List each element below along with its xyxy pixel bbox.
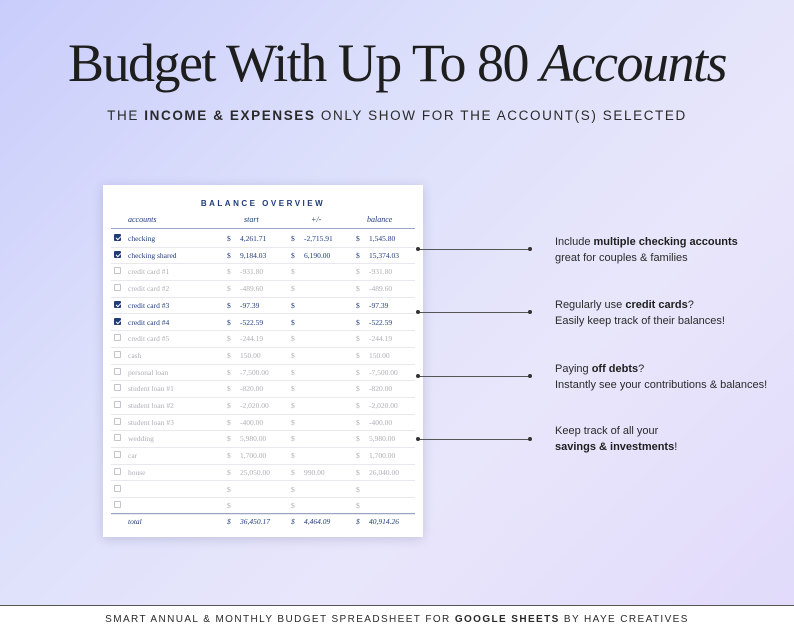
connector-dot-2b	[528, 310, 532, 314]
start-currency: $	[227, 334, 231, 344]
balance-currency: $	[356, 367, 360, 377]
account-row	[111, 247, 415, 265]
account-row	[111, 481, 415, 499]
account-checkbox[interactable]	[114, 267, 121, 274]
balance-currency: $	[356, 334, 360, 344]
start-value: -2,020.00	[240, 401, 269, 410]
callout-1-sub: great for couples & families	[555, 252, 688, 264]
callout-savings	[555, 423, 677, 455]
balance-value: -244.19	[369, 334, 393, 344]
balance-currency: $	[356, 384, 360, 394]
connector-dot-2	[416, 310, 420, 314]
start-value: 150.00	[240, 350, 261, 360]
balance-overview-sheet	[103, 185, 423, 537]
subhead-bold: INCOME & EXPENSES	[144, 108, 316, 123]
start-currency: $	[227, 467, 231, 477]
account-checkbox[interactable]	[114, 351, 121, 358]
start-currency: $	[227, 401, 231, 410]
total-balance: 40,914.26	[369, 517, 399, 526]
delta-value: 6,190.00	[304, 250, 331, 260]
header-start: start	[244, 215, 259, 224]
delta-currency: $	[291, 401, 295, 410]
total-delta-currency: $	[291, 517, 295, 526]
delta-currency: $	[291, 434, 295, 444]
account-checkbox[interactable]	[114, 234, 121, 241]
account-name: credit card #4	[128, 317, 170, 327]
footer-bold: GOOGLE SHEETS	[454, 614, 560, 625]
delta-currency: $	[291, 451, 295, 461]
account-row	[111, 314, 415, 332]
start-value: -244.19	[240, 334, 264, 344]
callout-3-text: Paying	[555, 363, 592, 375]
total-divider	[111, 513, 415, 514]
start-currency: $	[227, 451, 231, 461]
balance-value: -2,020.00	[369, 401, 398, 410]
total-balance-currency: $	[356, 517, 360, 526]
callout-3-bold: off debts	[591, 363, 639, 375]
balance-value: 1,700.00	[369, 451, 396, 461]
footer-banner	[0, 605, 794, 635]
account-row	[111, 364, 415, 382]
headline-emphasis: Accounts	[540, 33, 726, 93]
account-checkbox[interactable]	[114, 251, 121, 258]
account-row	[111, 397, 415, 415]
start-currency: $	[227, 384, 231, 394]
total-start-currency: $	[227, 517, 231, 526]
delta-currency: $	[291, 284, 295, 294]
account-row	[111, 330, 415, 348]
delta-currency: $	[291, 467, 295, 477]
account-checkbox[interactable]	[114, 384, 121, 391]
connector-dot-1	[416, 247, 420, 251]
subhead-pre: THE	[107, 108, 145, 123]
start-currency: $	[227, 367, 231, 377]
connector-dot-4b	[528, 437, 532, 441]
start-value: 1,700.00	[240, 451, 267, 461]
delta-currency: $	[291, 350, 295, 360]
account-name: student loan #1	[128, 384, 174, 394]
balance-currency: $	[356, 501, 360, 511]
balance-value: -400.00	[369, 417, 393, 427]
callout-2-bold: credit cards	[625, 299, 688, 311]
callout-2-sub: Easily keep track of their balances!	[555, 315, 725, 327]
delta-currency: $	[291, 267, 295, 277]
footer-pre: SMART ANNUAL & MONTHLY BUDGET SPREADSHEET FOR	[105, 614, 455, 625]
start-currency: $	[227, 300, 231, 310]
account-name: credit card #3	[128, 300, 170, 310]
start-currency: $	[227, 350, 231, 360]
account-name: house	[128, 467, 146, 477]
start-value: -820.00	[240, 384, 264, 394]
start-value: 5,980.00	[240, 434, 267, 444]
balance-value: -97.39	[369, 300, 389, 310]
account-name: credit card #2	[128, 284, 170, 294]
start-currency: $	[227, 417, 231, 427]
account-name: student loan #3	[128, 417, 174, 427]
delta-currency: $	[291, 250, 295, 260]
header-delta: +/-	[311, 215, 322, 224]
delta-currency: $	[291, 300, 295, 310]
balance-currency: $	[356, 250, 360, 260]
connector-line-2	[418, 312, 530, 313]
start-currency: $	[227, 250, 231, 260]
balance-value: 15,374.03	[369, 250, 399, 260]
callout-credit-cards	[555, 297, 725, 329]
callout-4-post: !	[674, 441, 678, 453]
balance-value: 26,040.00	[369, 467, 399, 477]
start-currency: $	[227, 284, 231, 294]
start-currency: $	[227, 484, 231, 494]
balance-value: -489.60	[369, 284, 393, 294]
subhead-post: ONLY SHOW FOR THE ACCOUNT(S) SELECTED	[315, 108, 687, 123]
callout-4-bold: savings & investments	[555, 441, 675, 453]
account-row	[111, 347, 415, 365]
callout-3-post: ?	[638, 363, 645, 375]
start-value: 4,261.71	[240, 234, 267, 243]
balance-currency: $	[356, 467, 360, 477]
balance-value: 5,980.00	[369, 434, 396, 444]
connector-line-3	[418, 376, 530, 377]
account-checkbox[interactable]	[114, 434, 121, 441]
balance-currency: $	[356, 484, 360, 494]
delta-value: 990.00	[304, 467, 325, 477]
account-name: cash	[128, 350, 142, 360]
balance-currency: $	[356, 300, 360, 310]
start-value: -400.00	[240, 417, 264, 427]
connector-dot-3	[416, 374, 420, 378]
footer-divider	[0, 605, 794, 606]
balance-currency: $	[356, 350, 360, 360]
total-delta: 4,464.09	[304, 517, 331, 526]
account-row	[111, 464, 415, 482]
account-name: checking shared	[128, 250, 177, 260]
callout-debts	[555, 361, 767, 393]
callout-3-sub: Instantly see your contributions & balances!	[555, 379, 768, 391]
balance-currency: $	[356, 284, 360, 294]
balance-currency: $	[356, 434, 360, 444]
delta-currency: $	[291, 501, 295, 511]
total-start: 36,450.17	[240, 517, 270, 526]
callout-2-text: Regularly use	[555, 299, 626, 311]
balance-value: 1,545.80	[369, 234, 396, 243]
delta-currency: $	[291, 384, 295, 394]
account-checkbox[interactable]	[114, 401, 121, 408]
balance-currency: $	[356, 417, 360, 427]
connector-dot-1b	[528, 247, 532, 251]
start-currency: $	[227, 267, 231, 277]
start-value: 25,050.00	[240, 467, 270, 477]
delta-currency: $	[291, 234, 295, 243]
account-row	[111, 430, 415, 448]
header-accounts: accounts	[128, 215, 157, 224]
account-row	[111, 447, 415, 465]
start-value: -931.80	[240, 267, 264, 277]
account-row	[111, 414, 415, 432]
account-name: credit card #1	[128, 267, 170, 277]
account-name: credit card #5	[128, 334, 170, 344]
account-checkbox[interactable]	[114, 318, 121, 325]
balance-value: 150.00	[369, 350, 390, 360]
start-value: -97.39	[240, 300, 260, 310]
callout-1-bold: multiple checking accounts	[593, 236, 738, 248]
account-name: checking	[128, 234, 156, 243]
start-currency: $	[227, 434, 231, 444]
callout-4-text: Keep track of all your	[555, 425, 659, 437]
balance-value: -931.80	[369, 267, 393, 277]
account-row	[111, 230, 415, 248]
total-label: total	[128, 517, 142, 526]
start-value: -7,500.00	[240, 367, 269, 377]
delta-currency: $	[291, 334, 295, 344]
start-value: -522.59	[240, 317, 264, 327]
connector-dot-3b	[528, 374, 532, 378]
header-divider	[111, 228, 415, 229]
headline	[0, 32, 794, 94]
account-row	[111, 380, 415, 398]
start-value: 9,184.03	[240, 250, 267, 260]
delta-currency: $	[291, 367, 295, 377]
balance-currency: $	[356, 451, 360, 461]
account-checkbox[interactable]	[114, 334, 121, 341]
balance-value: -7,500.00	[369, 367, 398, 377]
account-checkbox[interactable]	[114, 485, 121, 492]
start-value: -489.60	[240, 284, 264, 294]
account-checkbox[interactable]	[114, 368, 121, 375]
account-checkbox[interactable]	[114, 468, 121, 475]
account-name: student loan #2	[128, 401, 174, 410]
account-row	[111, 263, 415, 281]
start-currency: $	[227, 317, 231, 327]
account-name: car	[128, 451, 138, 461]
headline-main: Budget With Up To 80	[67, 33, 541, 93]
connector-dot-4	[416, 437, 420, 441]
header-balance: balance	[367, 215, 393, 224]
start-currency: $	[227, 501, 231, 511]
callout-2-post: ?	[687, 299, 694, 311]
connector-line-1	[418, 249, 530, 250]
balance-currency: $	[356, 267, 360, 277]
delta-currency: $	[291, 484, 295, 494]
account-checkbox[interactable]	[114, 418, 121, 425]
callout-checking	[555, 234, 738, 266]
connector-line-4	[418, 439, 530, 440]
account-checkbox[interactable]	[114, 451, 121, 458]
account-row	[111, 280, 415, 298]
balance-currency: $	[356, 317, 360, 327]
balance-currency: $	[356, 234, 360, 243]
balance-currency: $	[356, 401, 360, 410]
callout-1-text: Include	[555, 236, 594, 248]
sheet-title: BALANCE OVERVIEW	[200, 199, 326, 208]
delta-currency: $	[291, 317, 295, 327]
footer-post: BY HAYE CREATIVES	[559, 614, 689, 625]
balance-value: -522.59	[369, 317, 393, 327]
start-currency: $	[227, 234, 231, 243]
account-checkbox[interactable]	[114, 501, 121, 508]
account-checkbox[interactable]	[114, 284, 121, 291]
account-checkbox[interactable]	[114, 301, 121, 308]
delta-value: -2,715.91	[304, 234, 333, 243]
account-name: wedding	[128, 434, 154, 444]
account-name: personal loan	[128, 367, 169, 377]
delta-currency: $	[291, 417, 295, 427]
balance-value: -820.00	[369, 384, 393, 394]
account-row	[111, 297, 415, 315]
subheadline	[0, 108, 794, 123]
